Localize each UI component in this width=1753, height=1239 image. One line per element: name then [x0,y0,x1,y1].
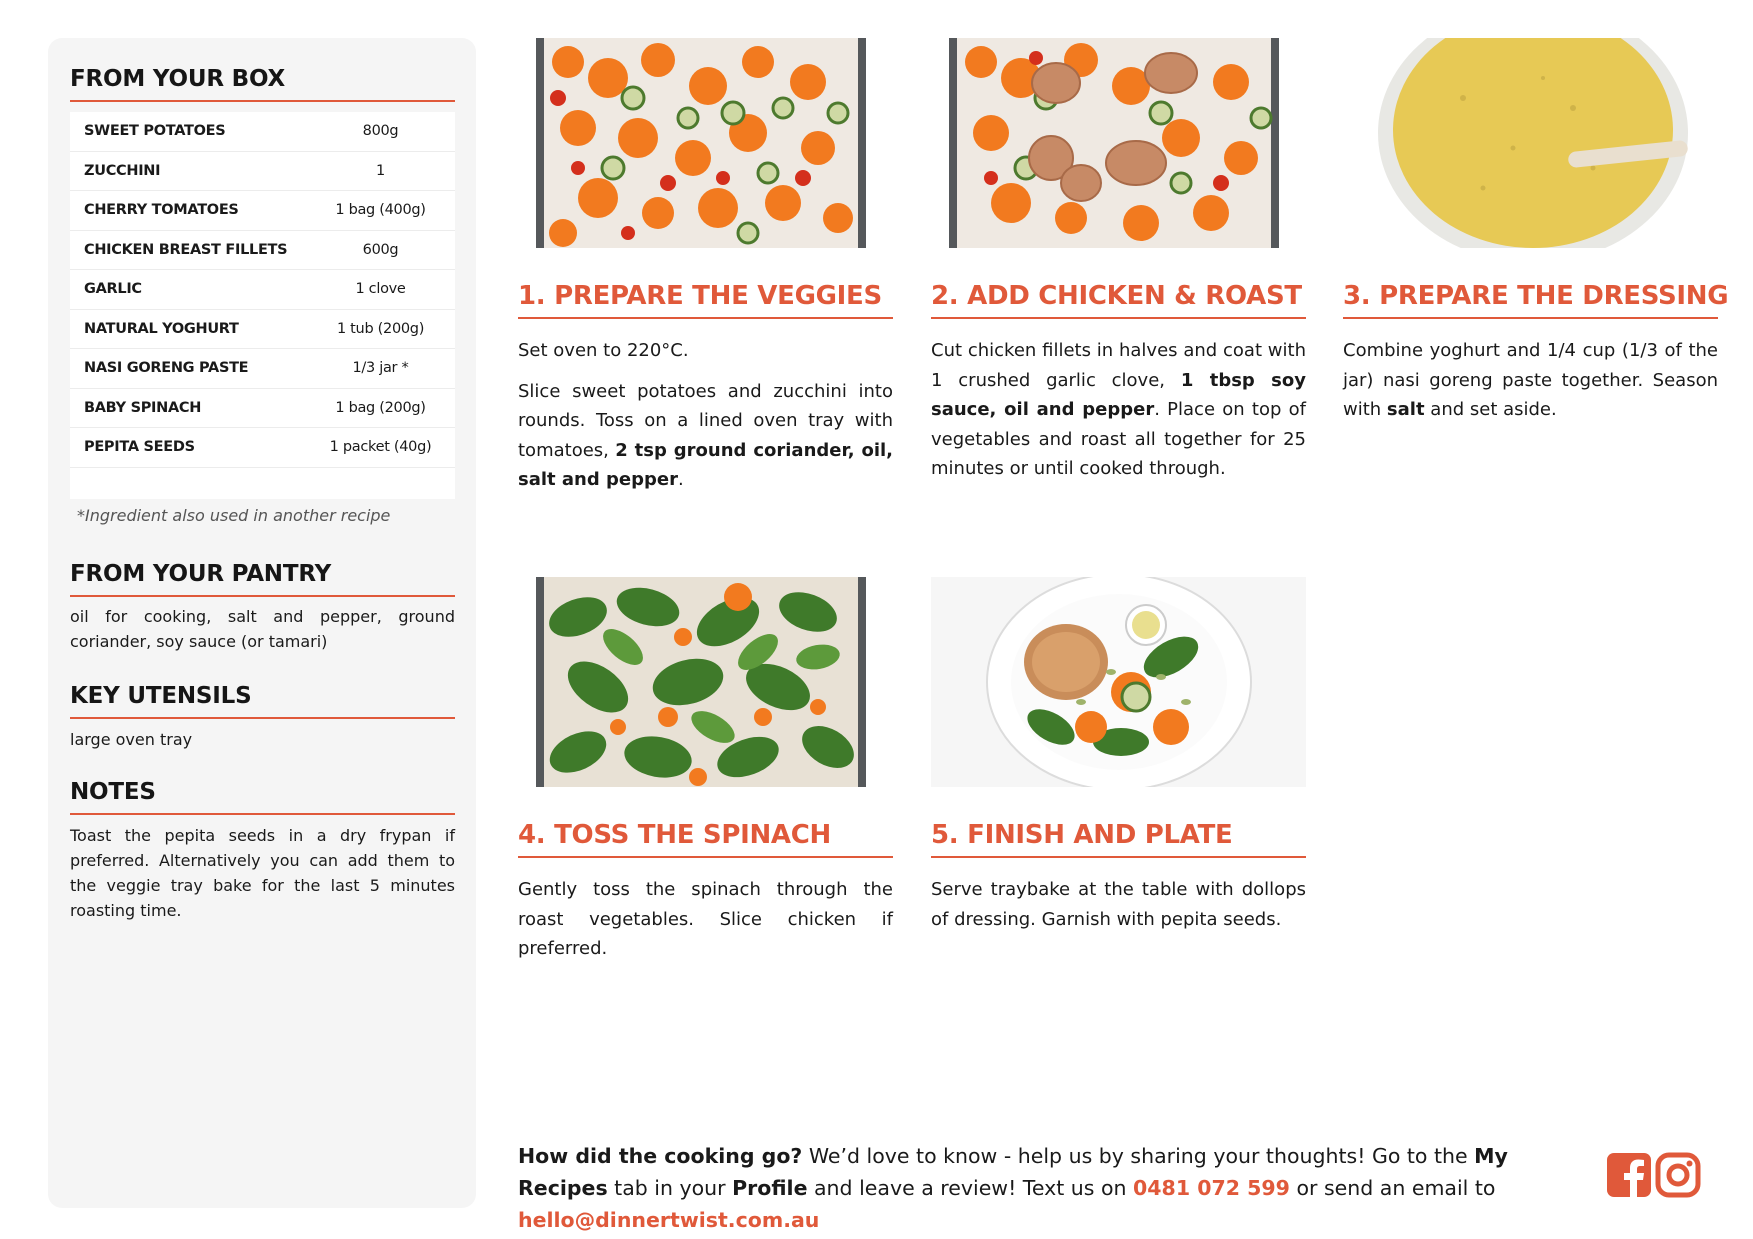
step-4-body [518,875,893,975]
ingredient-row [70,152,455,192]
ingredient-name: NATURAL YOGHURT [84,320,239,337]
ingredient-row [70,310,455,350]
email-link[interactable]: hello@dinnertwist.com.au [518,1208,820,1232]
ingredients-panel [48,38,476,1208]
ingredient-qty: 800g [362,123,399,140]
step-4-text: Gently toss the spinach through the roast vegetables. Slice chicken if preferred. [518,879,893,959]
ingredient-name: SWEET POTATOES [84,123,226,140]
bold-ingredients: salt [1386,399,1425,420]
text-run: Cut chicken fillets in halves and coat with 1 crushed garlic clove, [931,340,1306,391]
from-your-box-heading: FROM YOUR BOX [70,66,455,102]
feedback-footer [518,1140,1578,1236]
facebook-icon[interactable] [1606,1152,1652,1198]
profile-label: Profile [732,1176,808,1200]
tray-of-sliced-veggies-photo [518,38,893,248]
bowl-of-dressing-photo [1343,38,1718,248]
bold-ingredients: 1 tbsp soy sauce, oil and pepper [931,369,1306,420]
utensils-heading: KEY UTENSILS [70,683,455,719]
ingredient-name: CHICKEN BREAST FILLETS [84,241,288,258]
step-4-title: 4. TOSS THE SPINACH [518,820,893,858]
ingredient-qty: 1/3 jar * [352,360,409,377]
text-run: or send an email to [1289,1176,1496,1200]
text-run: Combine yoghurt and 1/4 cup (1/3 of the jar) nasi goreng paste together. Season with [1343,340,1718,420]
ingredient-qty: 1 bag (200g) [335,399,426,416]
ingredient-name: NASI GORENG PASTE [84,360,249,377]
pantry-heading: FROM YOUR PANTRY [70,561,455,597]
ingredient-row [70,112,455,152]
ingredient-name: GARLIC [84,281,142,298]
text-run: . [677,469,684,490]
step-2-title: 2. ADD CHICKEN & ROAST [931,281,1306,319]
ingredient-name: ZUCCHINI [84,162,161,179]
step-5-text: Serve traybake at the table with dollops of dressing. Garnish with pepita seeds. [931,879,1306,930]
text-run: We’d love to know - help us by sharing your thoughts! Go to the [802,1144,1475,1168]
ingredient-footnote: *Ingredient also used in another recipe [77,506,391,525]
text-run: tab in your [607,1176,733,1200]
tray-with-chicken-photo [931,38,1306,248]
plated-dish-photo [931,577,1306,787]
step-1-title: 1. PREPARE THE VEGGIES [518,281,893,319]
ingredient-qty: 1 clove [355,281,406,298]
text-run: . Place on top of vegetables and roast all together for 25 minutes or until cooked through. [931,399,1306,479]
ingredient-name: PEPITA SEEDS [84,439,195,456]
step-1-body [518,336,893,506]
ingredient-qty: 1 tub (200g) [336,320,425,337]
ingredients-table [70,112,455,499]
step-2-body [931,336,1306,495]
step-5-body [931,875,1306,945]
ingredient-row [70,231,455,271]
ingredient-qty: 600g [362,241,399,258]
step-1-text: Set oven to 220°C. [518,340,689,361]
pantry-text: oil for cooking, salt and pepper, ground coriander, soy sauce (or tamari) [70,607,455,651]
utensils-text: large oven tray [70,730,193,749]
text-run: and leave a review! Text us on [807,1176,1134,1200]
step-3-body [1343,336,1718,436]
ingredient-name: CHERRY TOMATOES [84,202,239,219]
ingredient-qty: 1 bag (400g) [335,202,426,219]
ingredient-row [70,349,455,389]
step-3-text [1343,336,1718,425]
feedback-question: How did the cooking go? [518,1144,803,1168]
step-5-title: 5. FINISH AND PLATE [931,820,1306,858]
ingredient-qty: 1 [376,162,385,179]
bold-ingredients: 2 tsp ground coriander, oil, salt and pepper [518,439,893,490]
text-run: Slice sweet potatoes and zucchini into rounds. Toss on a lined oven tray with tomatoes, [518,380,893,461]
my-recipes-label: My Recipes [518,1144,1508,1200]
ingredient-row [70,270,455,310]
ingredient-row [70,191,455,231]
step-2-text [931,336,1306,484]
text-run: and set aside. [1424,399,1557,420]
step-3-title: 3. PREPARE THE DRESSING [1343,281,1718,319]
notes-text: Toast the pepita seeds in a dry frypan if preferred. Alternatively you can add them to the veggie tray bake for the last 5 minutes roasting time. [70,826,455,920]
step-1-text [518,377,893,495]
ingredient-row [70,428,455,468]
instagram-icon[interactable] [1655,1152,1701,1198]
notes-heading: NOTES [70,779,455,815]
ingredient-row [70,389,455,429]
phone-link[interactable]: 0481 072 599 [1133,1176,1290,1200]
tray-with-spinach-photo [518,577,893,787]
ingredient-qty: 1 packet (40g) [329,439,432,456]
ingredient-name: BABY SPINACH [84,399,202,416]
